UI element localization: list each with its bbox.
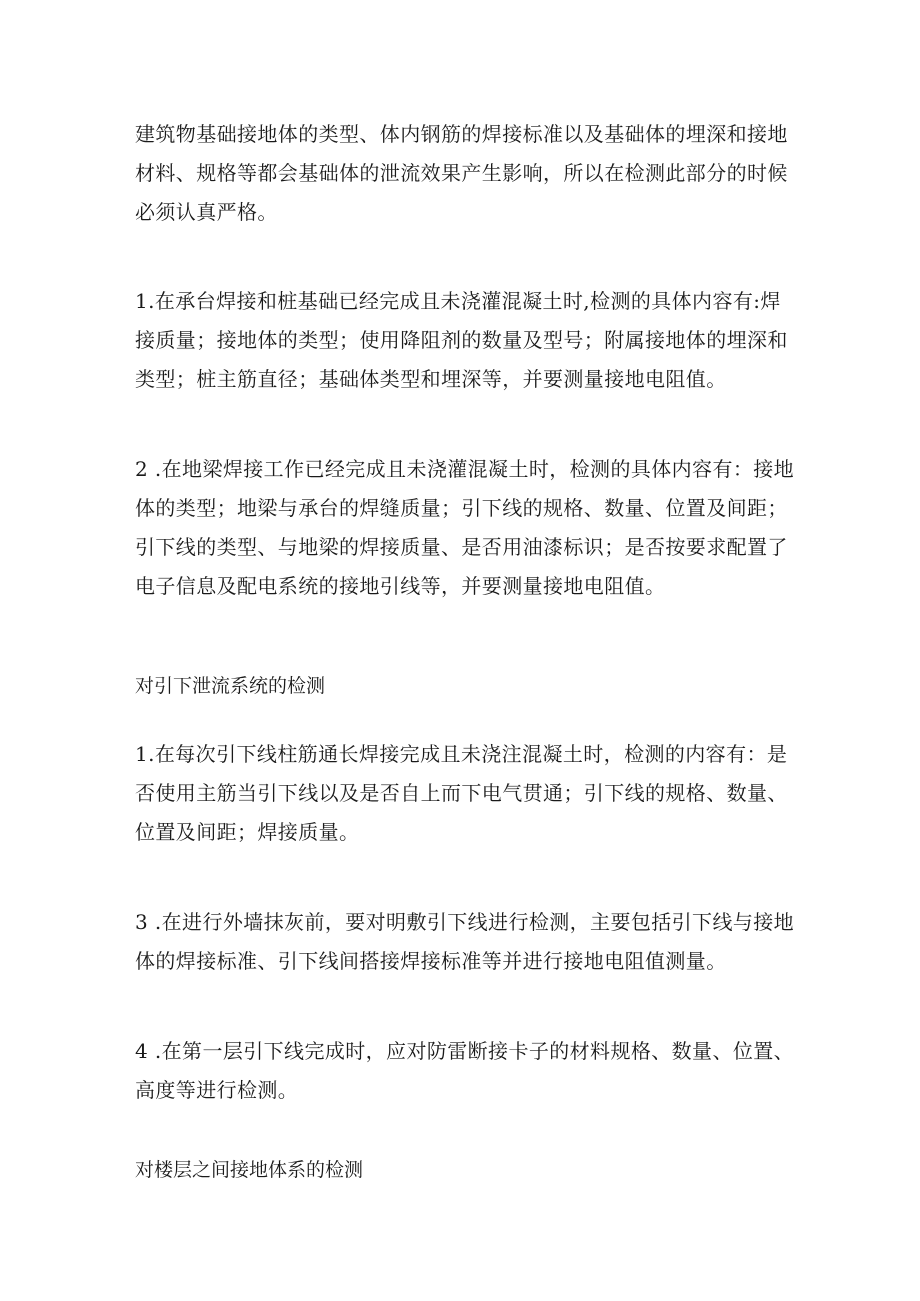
text-line: 3 .在进行外墙抹灰前，要对明敷引下线进行检测，主要包括引下线与接地: [135, 910, 795, 934]
paragraph-foundation-intro: [135, 115, 795, 232]
text-line: 材料、规格等都会基础体的泄流效果产生影响，所以在检测此部分的时候: [135, 161, 788, 185]
text-line: 1.在承台焊接和桩基础已经完成且未浇灌混凝土时,检测的具体内容有:焊: [135, 289, 781, 313]
paragraph-item-1-column-rebar: [135, 735, 795, 852]
paragraph-item-1-pile-foundation: [135, 282, 795, 399]
paragraph-item-3-exterior-wall: [135, 903, 795, 981]
text-line: 高度等进行检测。: [135, 1078, 299, 1102]
paragraph-item-2-ground-beam: [135, 450, 795, 606]
text-line: 4 .在第一层引下线完成时，应对防雷断接卡子的材料规格、数量、位置、: [135, 1039, 795, 1063]
text-line: 位置及间距；焊接质量。: [135, 820, 360, 844]
text-line: 2 .在地梁焊接工作已经完成且未浇灌混凝土时，检测的具体内容有：接地: [135, 457, 795, 481]
text-line: 必须认真严格。: [135, 200, 278, 224]
text-line: 建筑物基础接地体的类型、体内钢筋的焊接标准以及基础体的埋深和接地: [135, 122, 788, 146]
text-line: 电子信息及配电系统的接地引线等，并要测量接地电阻值。: [135, 574, 666, 598]
section-heading-down-conductor: 对引下泄流系统的检测: [135, 675, 326, 697]
section-heading-floor-grounding: 对楼层之间接地体系的检测: [135, 1159, 364, 1181]
text-line: 1.在每次引下线柱筋通长焊接完成且未浇注混凝土时，检测的内容有：是: [135, 742, 788, 766]
text-line: 接质量；接地体的类型；使用降阻剂的数量及型号；附属接地体的埋深和: [135, 328, 788, 352]
text-line: 否使用主筋当引下线以及是否自上而下电气贯通；引下线的规格、数量、: [135, 781, 788, 805]
text-line: 类型；桩主筋直径；基础体类型和埋深等，并要测量接地电阻值。: [135, 367, 727, 391]
paragraph-item-4-test-clamp: [135, 1032, 795, 1110]
text-line: 体的类型；地梁与承台的焊缝质量；引下线的规格、数量、位置及间距；: [135, 496, 788, 520]
text-line: 引下线的类型、与地梁的焊接质量、是否用油漆标识；是否按要求配置了: [135, 535, 788, 559]
text-line: 体的焊接标准、引下线间搭接焊接标准等并进行接地电阻值测量。: [135, 949, 727, 973]
